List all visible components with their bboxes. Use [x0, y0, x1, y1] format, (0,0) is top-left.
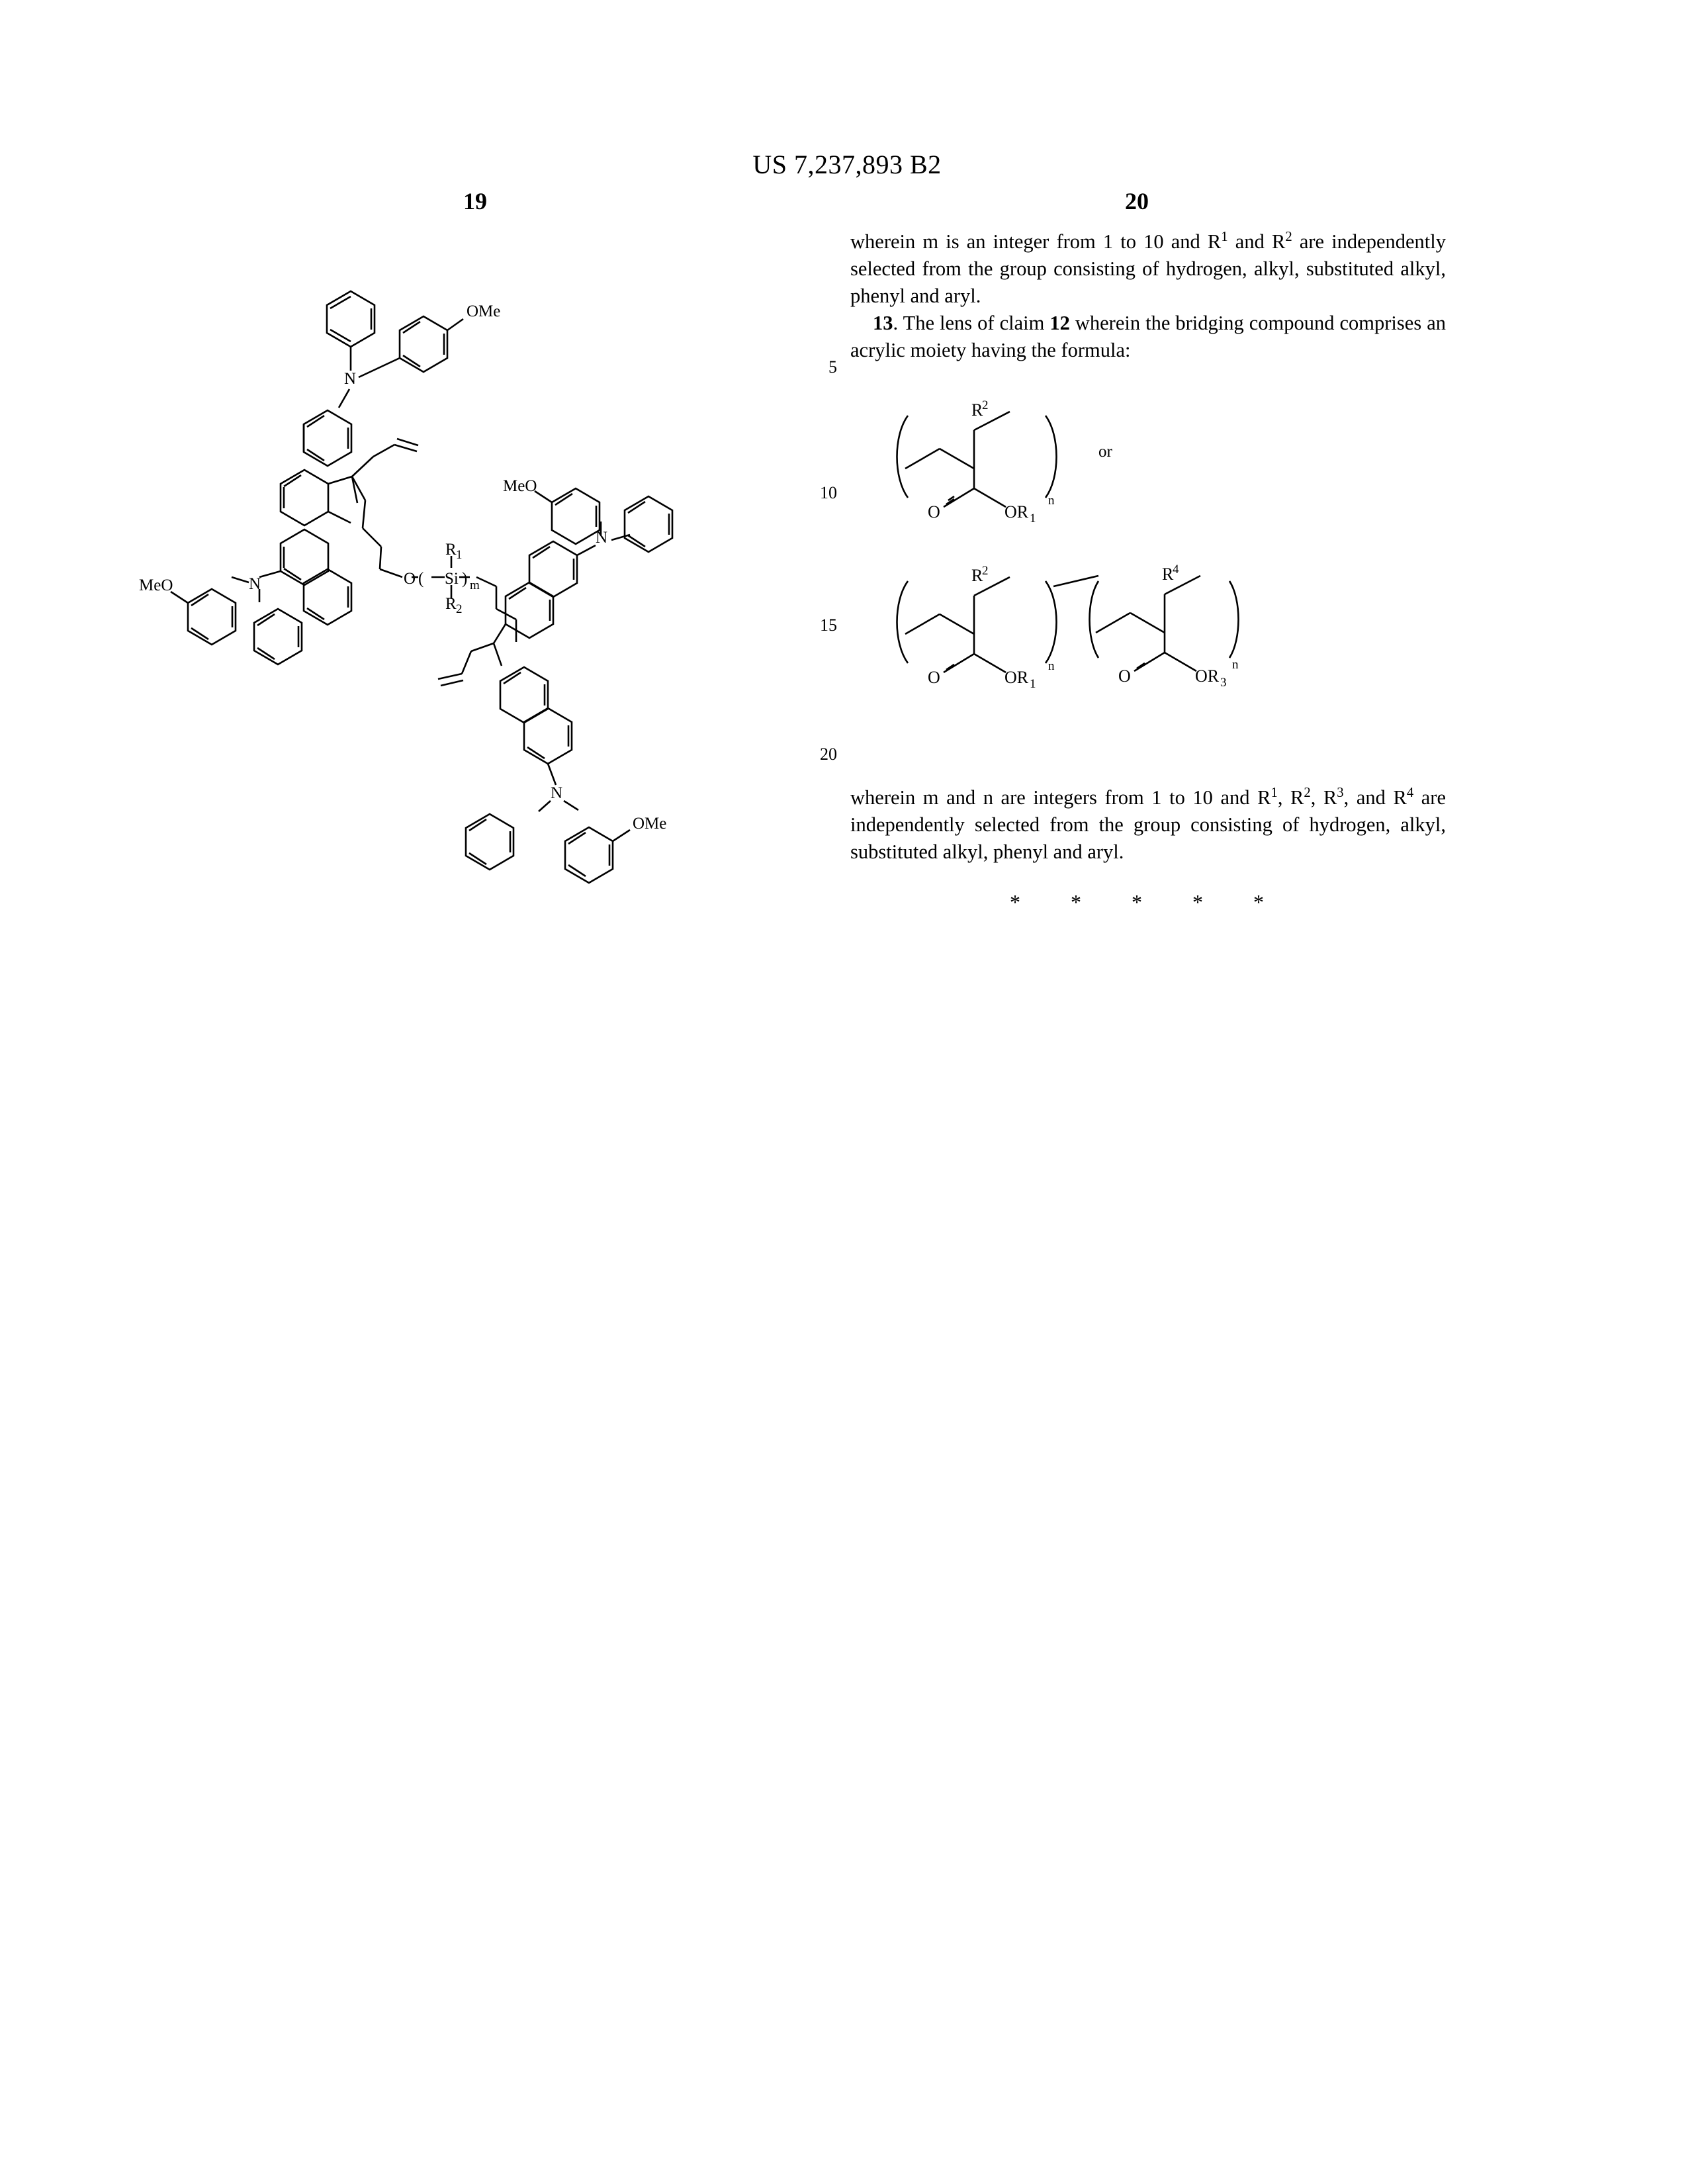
atom-label-OR1: OR: [1004, 502, 1029, 522]
atom-label-R4: R: [1162, 565, 1174, 584]
line-number-15: 15: [820, 615, 837, 635]
superscript: 2: [1304, 785, 1311, 800]
superscript-2: 2: [982, 398, 989, 412]
atom-label-N: N: [344, 370, 357, 388]
superscript: 2: [1285, 229, 1292, 244]
end-of-claims-stars: * * * * *: [1010, 890, 1286, 914]
paragraph-wherein-m-n: [850, 784, 1446, 866]
text-run: , and R: [1343, 786, 1407, 809]
claim-13: [850, 310, 1446, 364]
atom-label-paren-open: (: [418, 570, 424, 588]
atom-label-N: N: [551, 784, 563, 802]
atom-label-OR3: OR: [1195, 666, 1220, 686]
column-number-left: 19: [463, 188, 487, 214]
text-paragraph: [850, 228, 1446, 310]
subscript-n: n: [1232, 658, 1239, 672]
atom-label-N: N: [249, 575, 261, 593]
atom-label-R2: R: [971, 566, 983, 585]
atom-label-OR1: OR: [1004, 668, 1029, 687]
connector-or-label: or: [1098, 443, 1112, 461]
atom-label-R2: R: [445, 595, 457, 613]
atom-label-Si: Si: [445, 570, 459, 588]
subscript-3: 3: [1220, 676, 1227, 690]
atom-label-O: O: [928, 668, 940, 687]
paragraph-wherein-m: [850, 228, 1446, 364]
text-paragraph: [850, 784, 1446, 866]
chemical-structure-left: [139, 278, 834, 907]
formula-svg-1: [880, 398, 1224, 536]
structure-svg-left: [139, 278, 834, 907]
formula-svg-2: [880, 563, 1343, 735]
subscript-n: n: [1048, 494, 1055, 508]
atom-label-O: O: [404, 570, 416, 588]
chemical-formula-acrylic-2: [880, 563, 1343, 735]
patent-number-header: US 7,237,893 B2: [752, 150, 942, 179]
line-number-5: 5: [828, 357, 837, 377]
atom-label-MeO: MeO: [503, 477, 537, 495]
text-run: wherein the bridging compound comprises an acrylic moiety having the formula:: [850, 312, 1446, 361]
atom-label-O: O: [928, 502, 940, 522]
line-number-20: 20: [820, 745, 837, 764]
claim-reference: 12: [1049, 312, 1070, 334]
column-number-right: 20: [1125, 188, 1149, 214]
claim-number: 13: [873, 312, 893, 334]
atom-label-R1: R: [445, 541, 457, 559]
atom-label-OMe: OMe: [467, 302, 501, 320]
text-run: are independently selected from the group consisting of hydrogen, alkyl, substituted alkyl, phenyl and aryl.: [850, 230, 1446, 307]
superscript-2: 2: [982, 564, 989, 578]
atom-label-MeO: MeO: [139, 576, 173, 594]
atom-label-OMe: OMe: [633, 815, 667, 833]
chemical-formula-acrylic-1: [880, 398, 1224, 536]
text-run: wherein m is an integer from 1 to 10 and R: [850, 230, 1222, 253]
subscript-1: 1: [1030, 512, 1036, 525]
subscript-1: 1: [456, 548, 463, 562]
subscript-1: 1: [1030, 677, 1036, 691]
text-run: . The lens of claim: [893, 312, 1050, 334]
line-number-10: 10: [820, 483, 837, 502]
superscript: 4: [1406, 785, 1414, 800]
atom-label-N: N: [596, 529, 608, 547]
text-run: wherein m and n are integers from 1 to 10 and R: [850, 786, 1271, 809]
superscript-4: 4: [1173, 563, 1179, 576]
text-run: and R: [1227, 230, 1286, 253]
superscript: 1: [1221, 229, 1228, 244]
superscript: 1: [1270, 785, 1278, 800]
subscript-2: 2: [456, 602, 463, 616]
subscript-n: n: [1048, 659, 1055, 673]
atom-label-O: O: [1118, 666, 1131, 686]
text-run: , R: [1310, 786, 1337, 809]
superscript: 3: [1337, 785, 1344, 800]
atom-label-paren-close: ): [462, 570, 468, 588]
text-run: , R: [1277, 786, 1304, 809]
text-run: are independently selected from the group consisting of hydrogen, alkyl, substituted alkyl, phenyl and aryl.: [850, 786, 1447, 863]
atom-label-R2: R: [971, 400, 983, 420]
subscript-m: m: [470, 578, 480, 592]
